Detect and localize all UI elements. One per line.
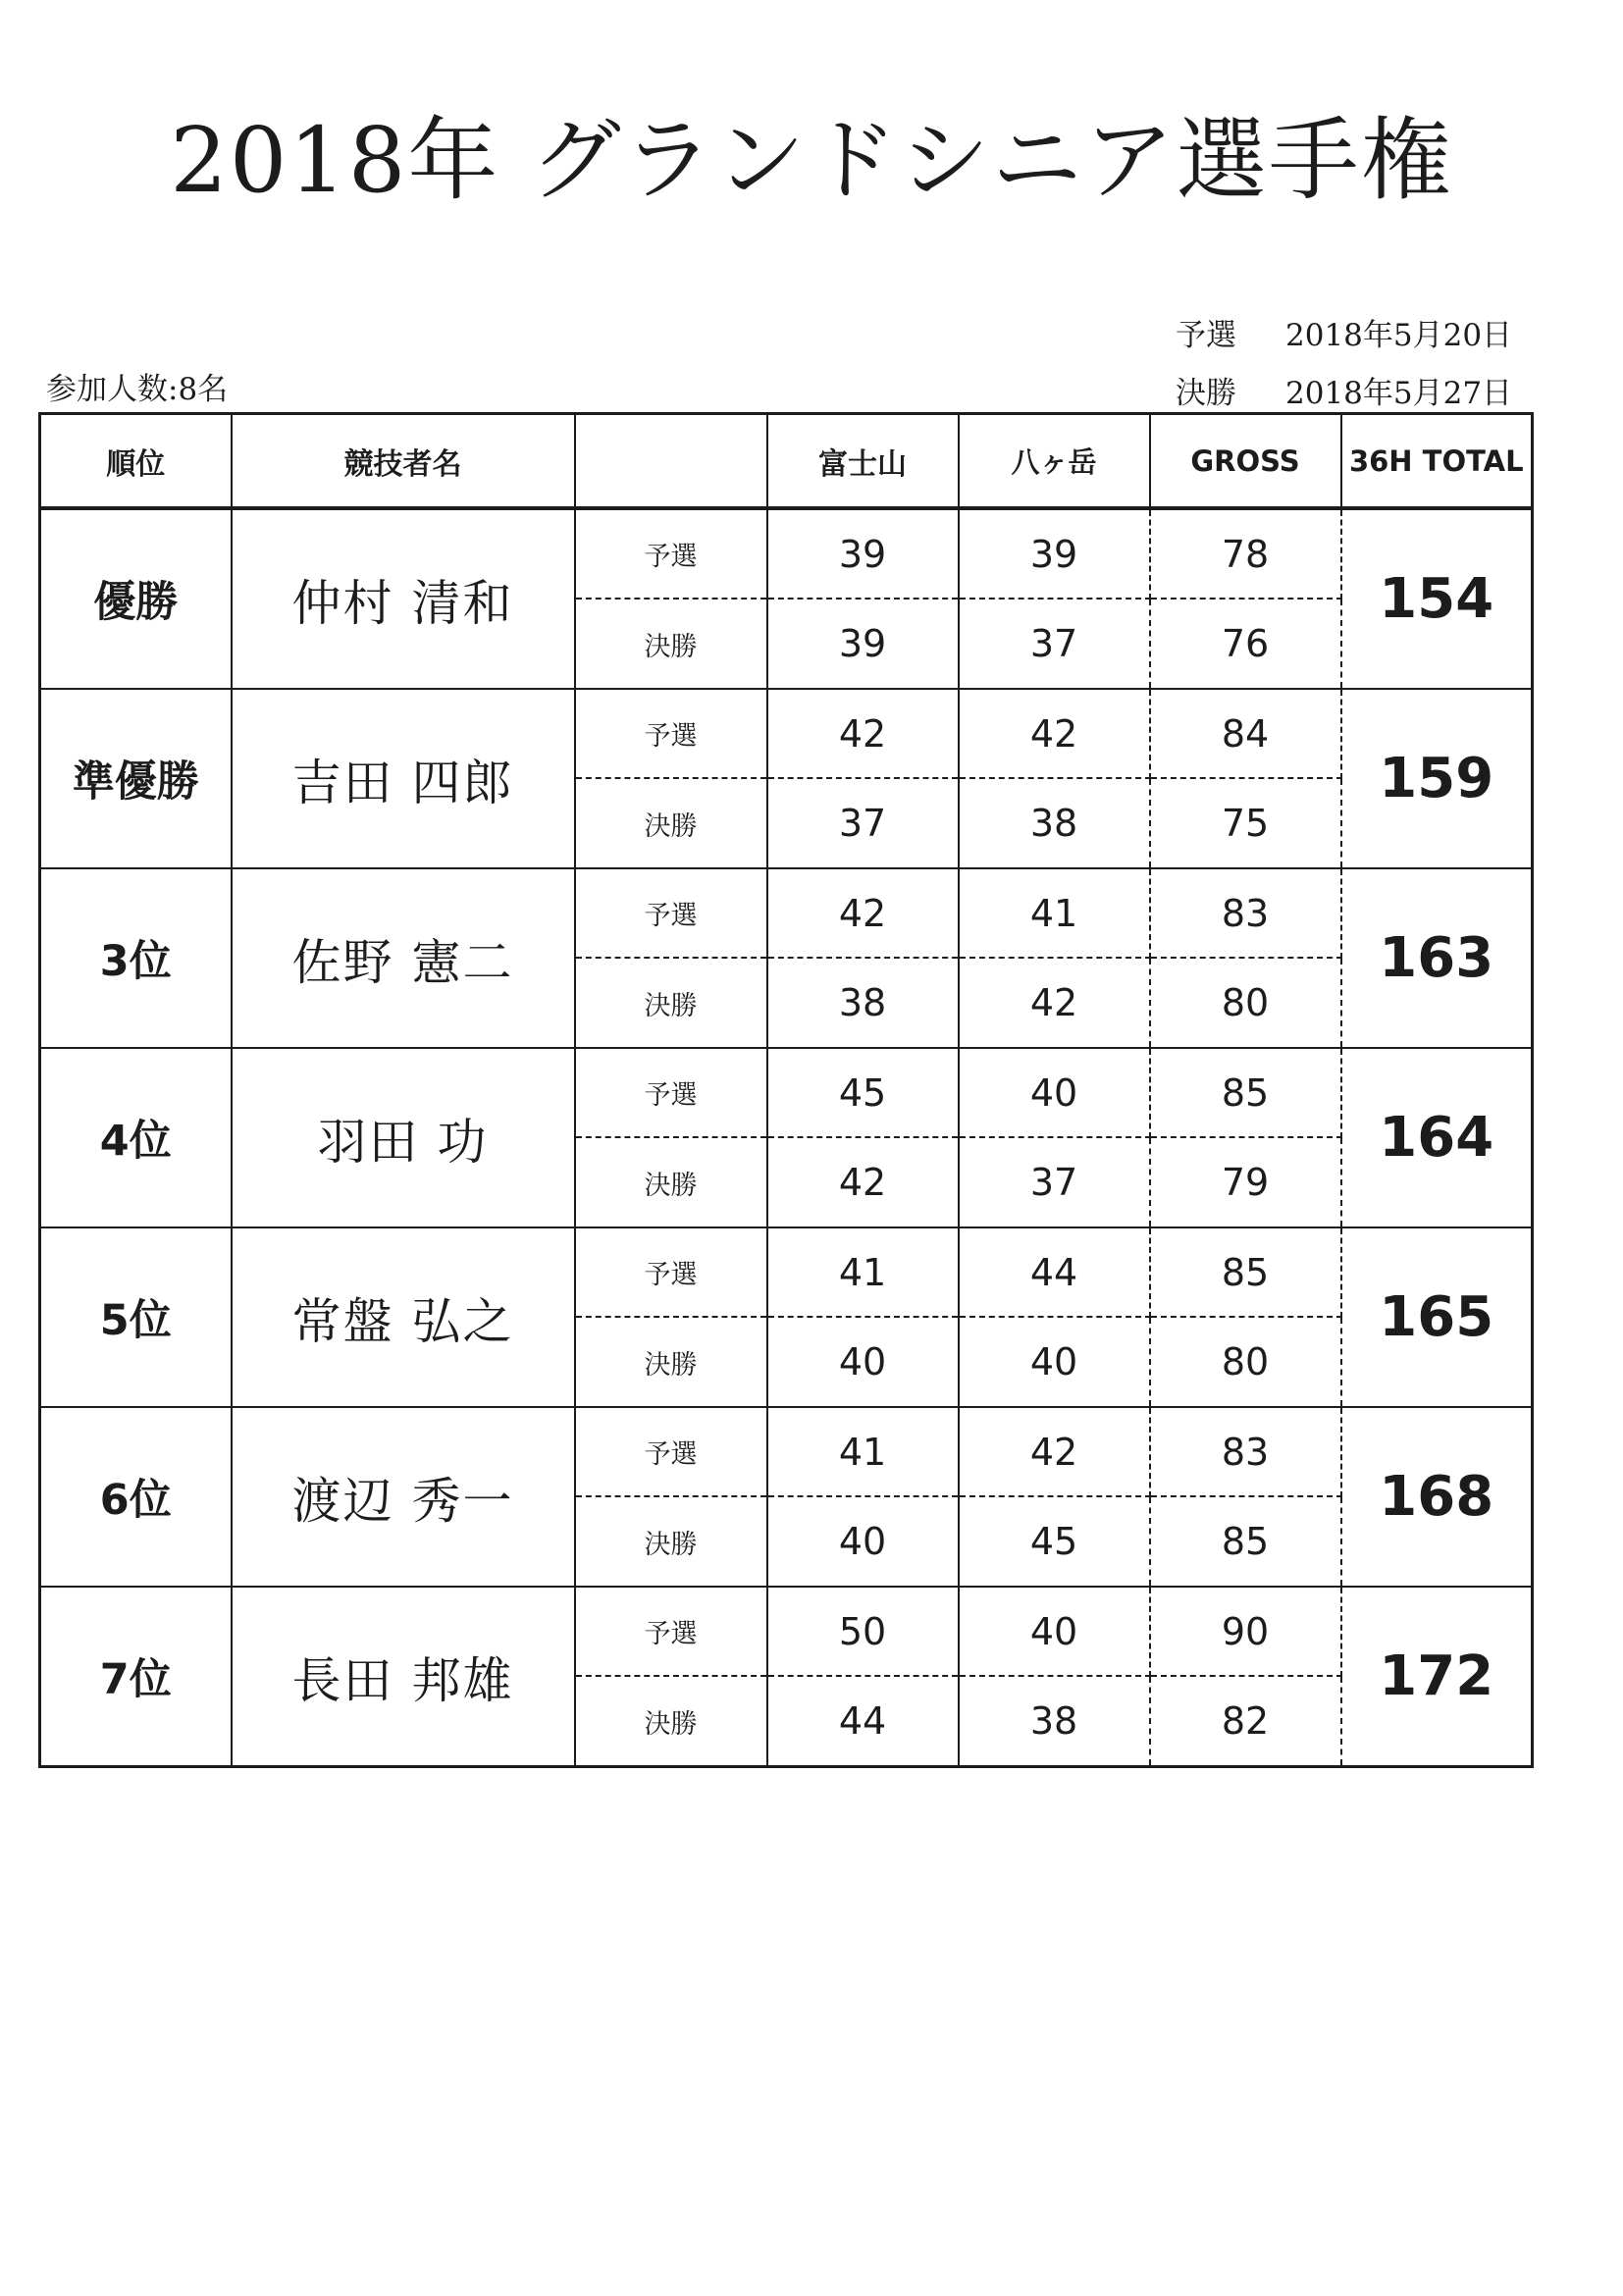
final-date-line: [1176, 376, 1513, 411]
table-row: [40, 1587, 1533, 1676]
rank-cell: 6位: [40, 1407, 232, 1587]
gross-score-prelim: 78: [1150, 508, 1341, 599]
player-name-cell: 常盤 弘之: [232, 1227, 575, 1407]
prelim-date-line: [1176, 318, 1513, 353]
round-label-final: 決勝: [575, 1317, 767, 1407]
gross-score-prelim: 83: [1150, 868, 1341, 958]
yatsugatake-score-final: 37: [959, 599, 1150, 689]
fuji-score-final: 39: [767, 599, 959, 689]
rank-cell: 5位: [40, 1227, 232, 1407]
round-label-final: 決勝: [575, 958, 767, 1048]
table-row: [40, 868, 1533, 958]
fuji-score-final: 40: [767, 1317, 959, 1407]
gross-score-final: 85: [1150, 1496, 1341, 1587]
gross-score-final: 80: [1150, 1317, 1341, 1407]
total-score-cell: 165: [1341, 1227, 1533, 1407]
yatsugatake-score-final: 42: [959, 958, 1150, 1048]
round-label-prelim: 予選: [575, 1587, 767, 1676]
yatsugatake-score-final: 40: [959, 1317, 1150, 1407]
table-row: [40, 689, 1533, 778]
fuji-score-prelim: 42: [767, 689, 959, 778]
gross-score-prelim: 90: [1150, 1587, 1341, 1676]
gross-score-prelim: 85: [1150, 1227, 1341, 1317]
gross-score-prelim: 84: [1150, 689, 1341, 778]
round-label-final: 決勝: [575, 1137, 767, 1227]
results-body: [40, 508, 1533, 1767]
gross-score-prelim: 83: [1150, 1407, 1341, 1496]
gross-score-final: 76: [1150, 599, 1341, 689]
header-row: [40, 414, 1533, 509]
player-name-cell: 渡辺 秀一: [232, 1407, 575, 1587]
round-label-prelim: 予選: [575, 508, 767, 599]
player-name-cell: 吉田 四郎: [232, 689, 575, 868]
header-player-name: 競技者名: [232, 414, 575, 509]
header-rank: 順位: [40, 414, 232, 509]
final-date-label: 決勝: [1176, 376, 1236, 411]
document-title: 2018年 グランドシニア選手権: [170, 108, 1453, 213]
fuji-score-prelim: 41: [767, 1227, 959, 1317]
yatsugatake-score-prelim: 40: [959, 1048, 1150, 1137]
player-name-cell: 長田 邦雄: [232, 1587, 575, 1767]
yatsugatake-score-prelim: 40: [959, 1587, 1150, 1676]
fuji-score-final: 42: [767, 1137, 959, 1227]
header-round: [575, 414, 767, 509]
total-score-cell: 168: [1341, 1407, 1533, 1587]
player-name-cell: 羽田 功: [232, 1048, 575, 1227]
yatsugatake-score-prelim: 42: [959, 1407, 1150, 1496]
header-36h-total: 36H TOTAL: [1341, 414, 1533, 509]
round-label-prelim: 予選: [575, 1227, 767, 1317]
fuji-score-prelim: 41: [767, 1407, 959, 1496]
round-label-final: 決勝: [575, 778, 767, 868]
results-table: [38, 412, 1534, 1768]
total-score-cell: 154: [1341, 508, 1533, 689]
table-row: [40, 1227, 1533, 1317]
rank-cell: 4位: [40, 1048, 232, 1227]
header-gross: GROSS: [1150, 414, 1341, 509]
player-name-cell: 佐野 憲二: [232, 868, 575, 1048]
round-label-final: 決勝: [575, 1496, 767, 1587]
table-row: [40, 1048, 1533, 1137]
fuji-score-final: 38: [767, 958, 959, 1048]
fuji-score-prelim: 39: [767, 508, 959, 599]
player-name-cell: 仲村 清和: [232, 508, 575, 689]
yatsugatake-score-final: 37: [959, 1137, 1150, 1227]
yatsugatake-score-prelim: 42: [959, 689, 1150, 778]
gross-score-final: 79: [1150, 1137, 1341, 1227]
round-label-final: 決勝: [575, 599, 767, 689]
total-score-cell: 159: [1341, 689, 1533, 868]
round-label-prelim: 予選: [575, 689, 767, 778]
participant-count: 参加人数:8名: [46, 372, 229, 407]
yatsugatake-score-prelim: 39: [959, 508, 1150, 599]
fuji-score-final: 40: [767, 1496, 959, 1587]
fuji-score-final: 37: [767, 778, 959, 868]
rank-cell: 7位: [40, 1587, 232, 1767]
gross-score-final: 75: [1150, 778, 1341, 868]
fuji-score-prelim: 45: [767, 1048, 959, 1137]
header-yatsugatake: 八ヶ岳: [959, 414, 1150, 509]
gross-score-final: 82: [1150, 1676, 1341, 1767]
fuji-score-prelim: 50: [767, 1587, 959, 1676]
yatsugatake-score-final: 38: [959, 778, 1150, 868]
yatsugatake-score-final: 38: [959, 1676, 1150, 1767]
round-label-final: 決勝: [575, 1676, 767, 1767]
fuji-score-prelim: 42: [767, 868, 959, 958]
yatsugatake-score-final: 45: [959, 1496, 1150, 1587]
yatsugatake-score-prelim: 44: [959, 1227, 1150, 1317]
fuji-score-final: 44: [767, 1676, 959, 1767]
gross-score-prelim: 85: [1150, 1048, 1341, 1137]
total-score-cell: 163: [1341, 868, 1533, 1048]
round-label-prelim: 予選: [575, 1048, 767, 1137]
prelim-date-label: 予選: [1176, 318, 1236, 353]
yatsugatake-score-prelim: 41: [959, 868, 1150, 958]
final-date-value: 2018年5月27日: [1285, 376, 1513, 411]
header-fuji: 富士山: [767, 414, 959, 509]
gross-score-final: 80: [1150, 958, 1341, 1048]
rank-cell: 3位: [40, 868, 232, 1048]
table-row: [40, 508, 1533, 599]
total-score-cell: 172: [1341, 1587, 1533, 1767]
round-label-prelim: 予選: [575, 1407, 767, 1496]
rank-cell: 準優勝: [40, 689, 232, 868]
round-label-prelim: 予選: [575, 868, 767, 958]
total-score-cell: 164: [1341, 1048, 1533, 1227]
rank-cell: 優勝: [40, 508, 232, 689]
table-row: [40, 1407, 1533, 1496]
prelim-date-value: 2018年5月20日: [1285, 318, 1513, 353]
